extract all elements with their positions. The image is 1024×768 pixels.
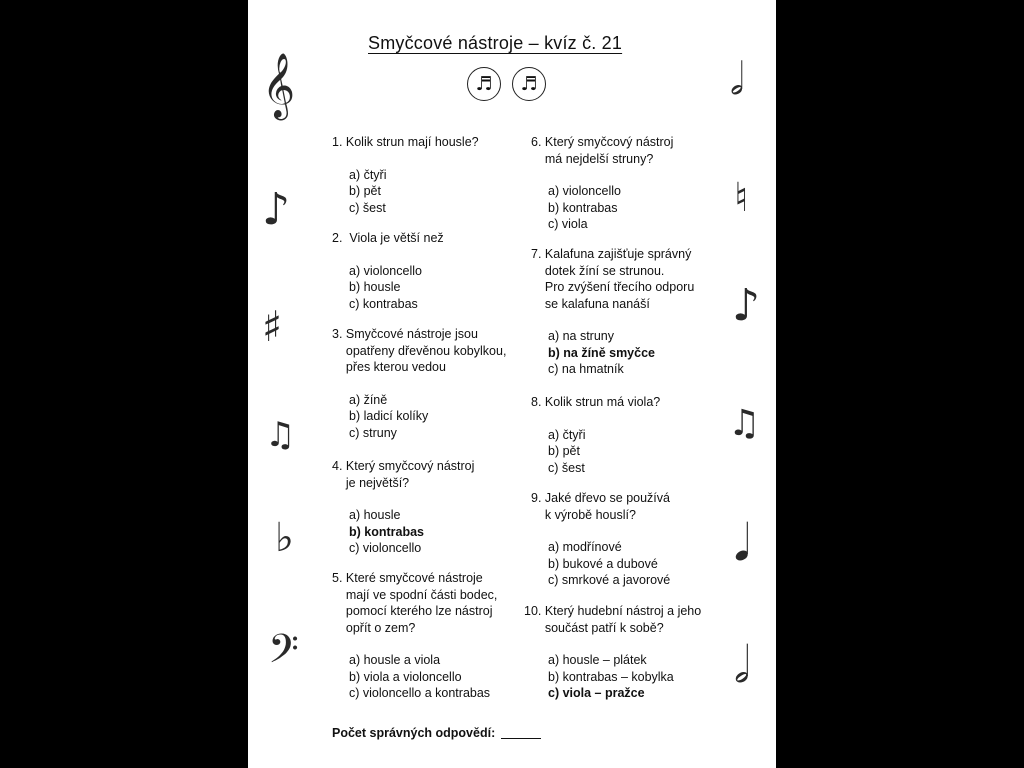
score-footer [332,726,541,740]
answer-c: c) na hmatník [548,362,624,376]
question-4 [332,458,474,557]
page-title: Smyčcové nástroje – kvíz č. 21 [368,33,623,53]
answer-b: b) ladicí kolíky [349,409,429,423]
question-text: 6. Který smyčcový nástroj má nejdelší struny? [531,135,674,166]
bass-clef-icon: 𝄢 [268,626,299,682]
half-note-icon: 𝅗𝅥 [730,54,744,105]
score-label: Počet správných odpovědí: [332,726,496,740]
answer-a: a) housle – plátek [548,653,647,667]
question-9 [531,490,670,589]
half-note-icon: 𝅗𝅥 [734,636,750,694]
answer-c: c) viola – pražce [548,686,645,700]
answer-a: a) čtyři [349,167,387,182]
question-text: 2. Viola je větší než [332,231,444,245]
treble-clef-icon: 𝄞 [262,53,296,118]
question-text: 9. Jaké dřevo se používá k výrobě houslí? [531,491,670,522]
answer-b: b) kontrabas [548,200,618,215]
answer-b: b) pět [548,444,580,458]
eighth-note-icon: ♪ [262,184,291,235]
answer-c: c) kontrabas [349,296,418,311]
answer-a: a) modřínové [548,540,622,554]
quarter-note-icon: 𝅘𝅥 [734,514,750,572]
natural-icon: ♮ [734,175,749,221]
sharp-icon: ♯ [262,302,283,351]
answer-a: a) žíně [349,392,388,407]
flat-icon: ♭ [275,515,294,561]
answer-b: b) viola a violoncello [349,669,462,684]
question-text: 5. Které smyčcové nástroje mají ve spodní části bodec, pomocí kterého lze nástroj opřít o zem? [332,571,498,635]
question-text: 4. Který smyčcový nástroj je největší? [332,459,475,490]
beamed-notes-icon: ♬ [467,67,501,101]
question-1 [332,134,479,216]
beamed-eighth-notes-icon: ♫ [728,403,761,444]
eighth-note-icon: ♪ [732,280,761,331]
question-6 [531,134,673,233]
question-text: 7. Kalafuna zajišťuje správný dotek žíní se strunou. Pro zvýšení třecího odporu se kalafuna nanáší [531,247,695,311]
answer-b: b) kontrabas [349,524,425,539]
beamed-eighth-notes-icon: ♫ [265,415,296,455]
question-2 [332,230,444,312]
answer-a: a) violoncello [548,184,621,198]
score-blank-line [501,738,541,739]
answer-a: a) violoncello [349,263,422,278]
answer-c: c) struny [349,425,397,440]
question-8 [531,394,660,476]
answer-a: a) housle [349,508,401,522]
answer-c: c) violoncello [349,541,422,555]
answer-b: b) na žíně smyčce [548,345,655,360]
question-5 [332,570,497,702]
answer-b: b) bukové a dubové [548,556,658,571]
answer-b: b) housle [349,280,401,294]
beamed-notes-icon: ♬ [512,67,546,101]
question-text: 1. Kolik strun mají housle? [332,135,479,149]
answer-c: c) smrkové a javorové [548,573,671,587]
answer-a: a) housle a viola [349,653,441,667]
question-text: 3. Smyčcové nástroje jsou opatřeny dřevěnou kobylkou, přes kterou vedou [332,327,507,374]
question-text: 10. Který hudební nástroj a jeho součást patří k sobě? [524,604,702,635]
question-7 [531,246,694,378]
question-10 [524,603,701,702]
answer-b: b) kontrabas – kobylka [548,669,674,684]
answer-b: b) pět [349,184,381,198]
answer-c: c) šest [349,200,386,215]
question-text: 8. Kolik strun má viola? [531,395,661,409]
answer-a: a) čtyři [548,427,586,442]
answer-a: a) na struny [548,329,615,343]
answer-c: c) violoncello a kontrabas [349,686,491,700]
answer-c: c) šest [548,460,585,475]
question-3 [332,326,506,441]
answer-c: c) viola [548,217,588,231]
